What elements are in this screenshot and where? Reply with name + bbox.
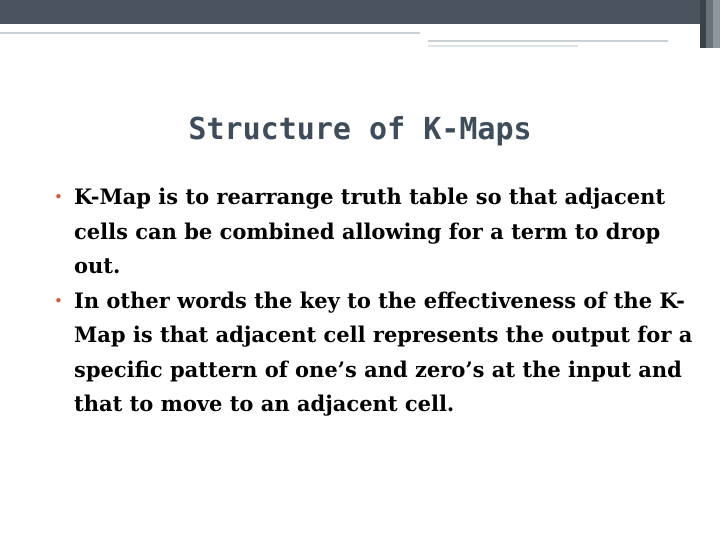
bullet-marker: • — [54, 188, 63, 206]
bullet-marker: • — [54, 291, 63, 310]
decorative-bar-light — [713, 0, 720, 48]
accent-line-right — [428, 40, 668, 42]
accent-line-left — [0, 32, 420, 34]
slide-title: Structure of K-Maps — [188, 112, 532, 147]
bullet-text: In other words the key to the effectiveness of the K-Map is that adjacent cell represents the output for a specific pattern of one’s and zero’s at the input and that to move to an adjacent cell. — [74, 287, 693, 416]
decorative-bar-mid — [706, 0, 713, 48]
bullet-item — [54, 284, 694, 422]
bullet-text: K-Map is to rearrange truth table so that adjacent cells can be combined allowing for a term to drop out. — [74, 184, 666, 278]
bullet-item — [54, 180, 694, 284]
accent-line-short — [428, 45, 578, 47]
bullet-list — [54, 180, 694, 422]
slide-top-bar — [0, 0, 720, 24]
